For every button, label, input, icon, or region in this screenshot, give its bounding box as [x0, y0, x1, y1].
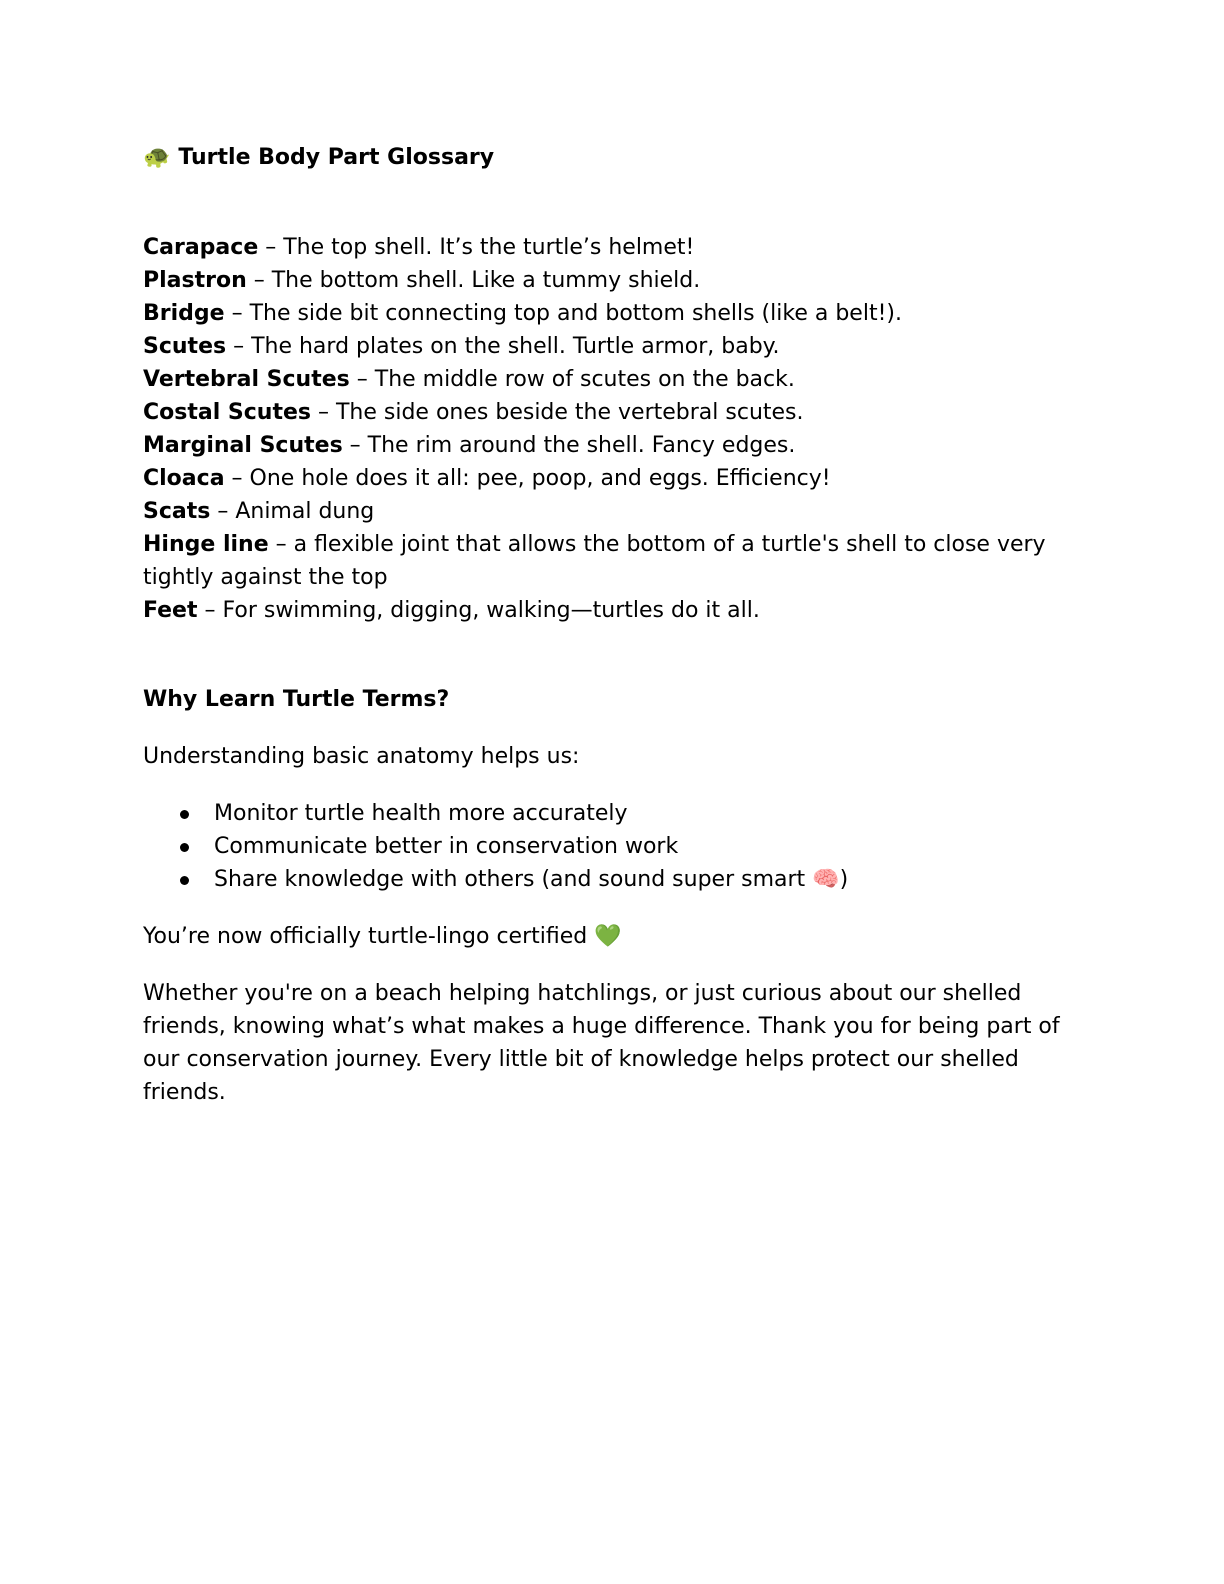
certified-line — [143, 920, 622, 953]
glossary-entry — [143, 363, 1083, 396]
glossary-entry — [143, 264, 1083, 297]
glossary-entry — [143, 528, 1083, 594]
glossary-definition: – The hard plates on the shell. Turtle armor, baby. — [226, 334, 780, 359]
glossary-definition: – The side ones beside the vertebral scutes. — [311, 400, 804, 425]
list-item-suffix: ) — [839, 867, 849, 892]
intro-text: Understanding basic anatomy helps us: — [143, 744, 580, 769]
glossary-entry — [143, 462, 1083, 495]
glossary-term: Hinge line — [143, 532, 269, 557]
brain-icon: 🧠 — [812, 867, 840, 892]
list-item — [143, 797, 848, 830]
glossary-definition: – The bottom shell. Like a tummy shield. — [246, 268, 701, 293]
list-item — [143, 830, 848, 863]
bullet-icon — [180, 843, 189, 852]
list-item — [143, 863, 848, 896]
glossary-entry — [143, 495, 1083, 528]
glossary-term: Cloaca — [143, 466, 225, 491]
glossary-definition: – The middle row of scutes on the back. — [349, 367, 795, 392]
page-title-text: Turtle Body Part Glossary — [178, 145, 495, 170]
list-item-text: Share knowledge with others (and sound super smart — [214, 867, 813, 892]
glossary-definition: – Animal dung — [210, 499, 375, 524]
glossary-entry — [143, 594, 1083, 627]
glossary-term: Scats — [143, 499, 211, 524]
bullet-icon — [180, 810, 189, 819]
glossary-term: Vertebral Scutes — [143, 367, 350, 392]
certified-text: You’re now officially turtle-lingo certified — [143, 924, 595, 949]
turtle-icon: 🐢 — [143, 145, 171, 170]
closing-paragraph: Whether you're on a beach helping hatchlings, or just curious about our shelled friends, knowing what’s what makes a huge difference. Thank you for being part of our conservation journey. Every little bit of knowledge helps protect our shelled friends. — [143, 981, 1060, 1105]
glossary-definition: – The side bit connecting top and bottom shells (like a belt!). — [224, 301, 902, 326]
glossary-term: Marginal Scutes — [143, 433, 343, 458]
benefits-list — [143, 797, 848, 896]
glossary-term: Costal Scutes — [143, 400, 311, 425]
section-heading: Why Learn Turtle Terms? — [143, 687, 450, 712]
glossary-term: Feet — [143, 598, 198, 623]
glossary-entry — [143, 429, 1083, 462]
glossary-definition: – For swimming, digging, walking—turtles do it all. — [197, 598, 760, 623]
glossary-definition: – The rim around the shell. Fancy edges. — [342, 433, 796, 458]
green-heart-icon: 💚 — [594, 924, 622, 949]
glossary-entry — [143, 396, 1083, 429]
glossary-list — [143, 231, 1083, 627]
page-title — [143, 141, 494, 174]
glossary-definition: – One hole does it all: pee, poop, and eggs. Efficiency! — [224, 466, 831, 491]
glossary-term: Carapace — [143, 235, 259, 260]
bullet-icon — [180, 876, 189, 885]
glossary-term: Bridge — [143, 301, 225, 326]
list-item-text: Monitor turtle health more accurately — [214, 801, 628, 826]
glossary-definition: – The top shell. It’s the turtle’s helmet! — [258, 235, 695, 260]
list-item-text: Communicate better in conservation work — [214, 834, 679, 859]
glossary-entry — [143, 330, 1083, 363]
glossary-entry — [143, 231, 1083, 264]
glossary-entry — [143, 297, 1083, 330]
glossary-term: Scutes — [143, 334, 227, 359]
glossary-definition: – a flexible joint that allows the bottom of a turtle's shell to close very tightly against the top — [143, 532, 1046, 590]
glossary-term: Plastron — [143, 268, 247, 293]
